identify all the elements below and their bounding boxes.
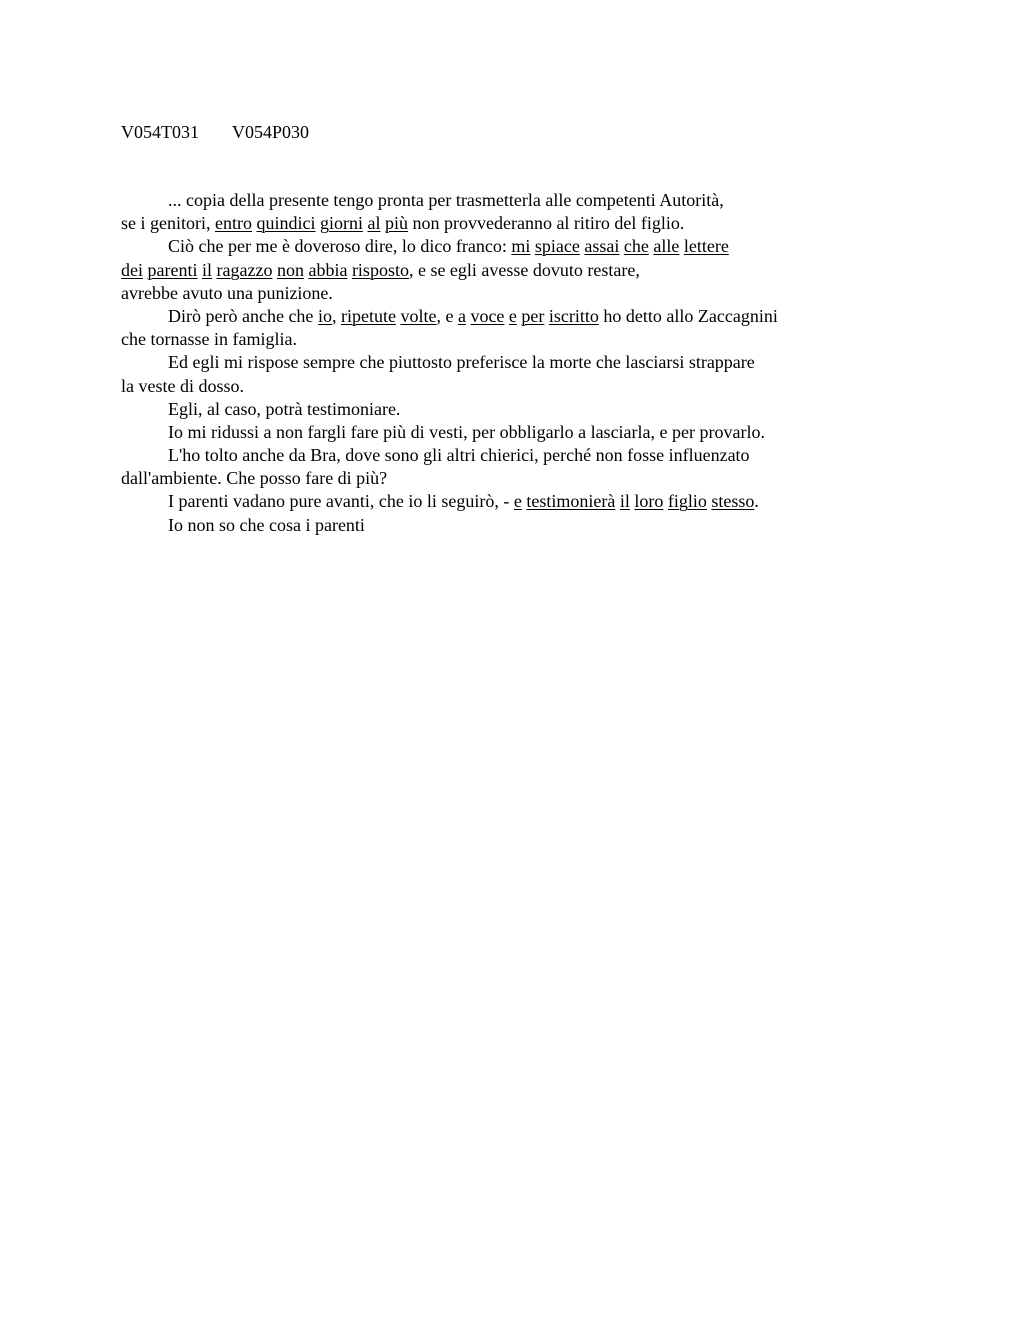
- text-line: [121, 235, 981, 258]
- text-segment: Io mi ridussi a non fargli fare più di vesti, per obbligarlo a lasciarla, e per provarlo.: [168, 421, 765, 442]
- underlined-word: che: [623, 236, 649, 257]
- underlined-word: il: [619, 491, 630, 512]
- underlined-word: voce: [470, 305, 505, 326]
- underlined-word: non: [276, 259, 304, 280]
- text-segment: .: [754, 491, 759, 512]
- text-line: [121, 282, 981, 305]
- underlined-word: più: [384, 213, 408, 234]
- text-line: [121, 259, 981, 282]
- text-line: [121, 444, 981, 467]
- text-segment: ... copia della presente tengo pronta per trasmetterla alle competenti Autorità,: [168, 190, 724, 210]
- underlined-word: loro: [634, 491, 664, 512]
- text-line: [121, 189, 981, 212]
- text-segment: ho detto allo Zaccagnini: [598, 305, 778, 326]
- document-code-t: V054T031: [121, 122, 199, 142]
- underlined-word: giorni: [319, 213, 363, 234]
- text-line: [121, 305, 981, 328]
- text-segment: avrebbe avuto una punizione.: [121, 282, 333, 303]
- text-line: [121, 212, 981, 235]
- text-segment: Ciò che per me è doveroso dire, lo dico franco:: [168, 236, 512, 257]
- text-line: [121, 398, 981, 421]
- underlined-word: il: [201, 259, 212, 280]
- underlined-word: figlio: [667, 491, 707, 512]
- underlined-word: e: [513, 491, 522, 512]
- text-segment: , e se egli avesse dovuto restare,: [408, 259, 640, 280]
- underlined-word: risposto: [351, 259, 409, 280]
- text-segment: non provvederanno al ritiro del figlio.: [407, 213, 685, 234]
- text-line: [121, 490, 981, 513]
- underlined-word: stesso: [711, 491, 755, 512]
- text-segment: la veste di dosso.: [121, 375, 244, 396]
- underlined-word: volte: [400, 305, 437, 326]
- text-segment: se i genitori,: [121, 213, 215, 234]
- text-segment: dall'ambiente. Che posso fare di più?: [121, 468, 388, 489]
- text-segment: che tornasse in famiglia.: [121, 329, 297, 350]
- underlined-word: iscritto: [548, 305, 599, 326]
- underlined-word: ragazzo: [216, 259, 273, 280]
- text-line: [121, 421, 981, 444]
- text-segment: L'ho tolto anche da Bra, dove sono gli altri chierici, perché non fosse influenzato: [168, 445, 750, 466]
- text-segment: ,: [331, 305, 341, 326]
- underlined-word: dei: [121, 259, 143, 280]
- underlined-word: al: [367, 213, 381, 234]
- document-code-p: V054P030: [232, 122, 310, 142]
- letter-body: [121, 189, 981, 537]
- underlined-word: spiace: [534, 236, 580, 257]
- document-header: [121, 121, 309, 144]
- text-segment: Dirò però anche che: [168, 305, 318, 326]
- underlined-word: e: [508, 305, 517, 326]
- underlined-word: parenti: [147, 259, 198, 280]
- text-line: [121, 351, 981, 374]
- underlined-word: io: [317, 305, 332, 326]
- underlined-word: entro: [214, 213, 252, 234]
- text-segment: Io non so che cosa i parenti: [168, 514, 365, 535]
- text-segment: I parenti vadano pure avanti, che io li seguirò, -: [168, 491, 514, 512]
- underlined-word: alle: [653, 236, 680, 257]
- text-line: [121, 375, 981, 398]
- underlined-word: quindici: [256, 213, 316, 234]
- underlined-word: abbia: [308, 259, 348, 280]
- underlined-word: testimonierà: [526, 491, 616, 512]
- underlined-word: ripetute: [340, 305, 396, 326]
- underlined-word: per: [521, 305, 545, 326]
- text-segment: , e: [436, 305, 458, 326]
- text-segment: Egli, al caso, potrà testimoniare.: [168, 398, 401, 419]
- text-line: [121, 514, 981, 537]
- underlined-word: mi: [511, 236, 531, 257]
- underlined-word: a: [457, 305, 466, 326]
- underlined-word: assai: [584, 236, 620, 257]
- text-line: [121, 467, 981, 490]
- underlined-word: lettere: [683, 236, 729, 257]
- text-line: [121, 328, 981, 351]
- text-segment: Ed egli mi rispose sempre che piuttosto preferisce la morte che lasciarsi strappare: [168, 352, 755, 373]
